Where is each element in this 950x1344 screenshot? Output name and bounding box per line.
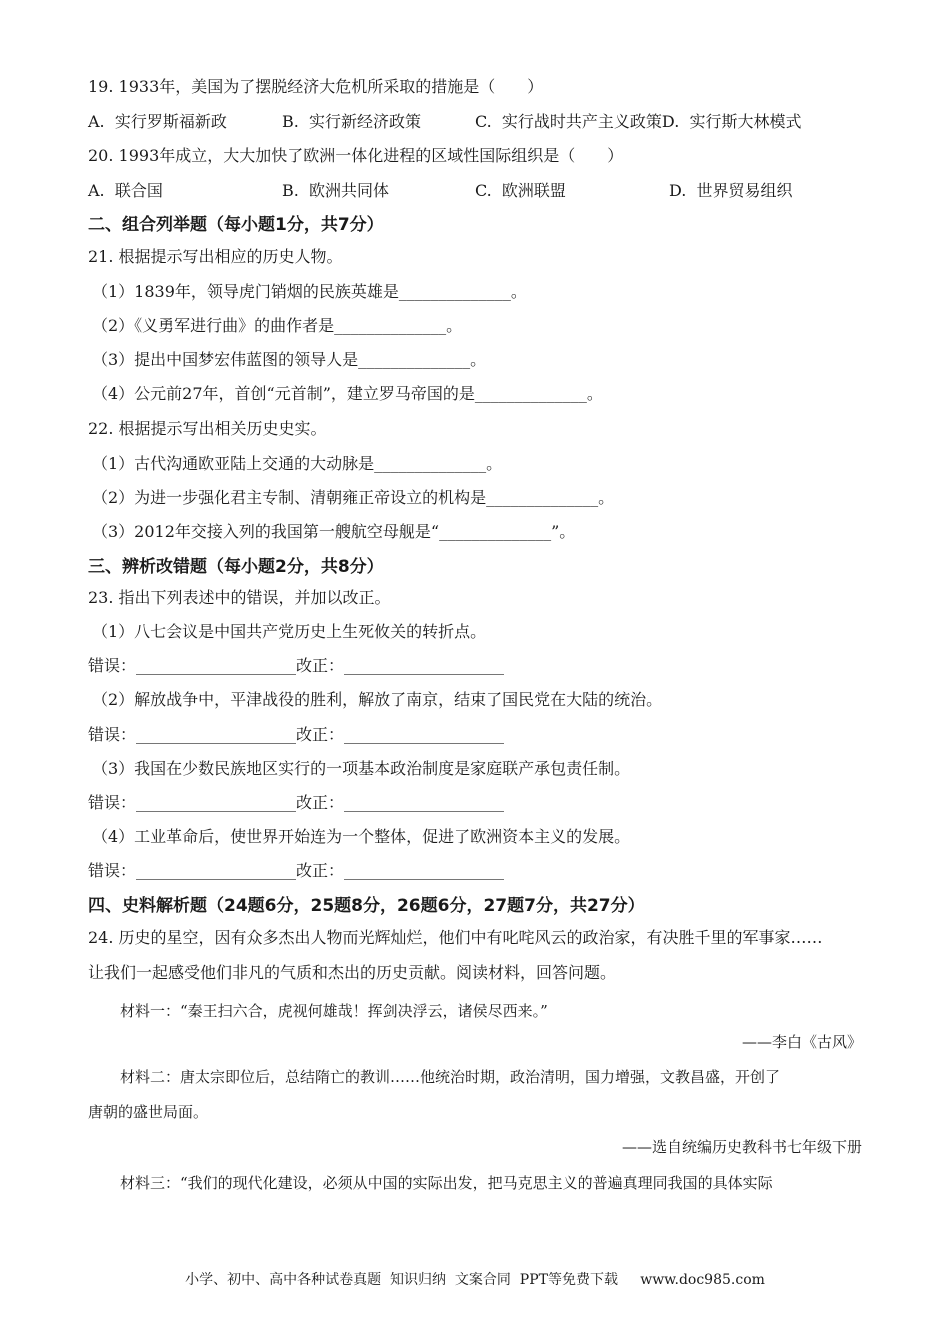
q23-item-4: （4）工业革命后，使世界开始连为一个整体，促进了欧洲资本主义的发展。 [92,827,631,846]
q21-item-3: （3）提出中国梦宏伟蓝图的领导人是______________。 [92,350,487,369]
q20-option-c: C. 欧洲联盟 [475,181,566,200]
q21-stem: 21. 根据提示写出相应的历史人物。 [88,247,343,266]
q23-answer-line-2: 错误：____________________改正：____________________ [88,725,505,744]
q19-option-b: B. 实行新经济政策 [282,112,422,131]
q22-stem: 22. 根据提示写出相关历史史实。 [88,419,327,438]
q20-option-a: A. 联合国 [88,181,163,200]
q24-stem-line-1: 24. 历史的星空，因有众多杰出人物而光辉灿烂，他们中有叱咤风云的政治家，有决胜千里的军事家…… [88,928,823,947]
q24-material-2-line-2: 唐朝的盛世局面。 [88,1103,209,1121]
section-4-title: 四、史料解析题（24题6分，25题8分，26题6分，27题7分，共27分） [88,896,645,916]
q23-stem: 23. 指出下列表述中的错误，并加以改正。 [88,588,391,607]
q24-source-2: ——选自统编历史教科书七年级下册 [621,1138,862,1156]
q23-answer-line-4: 错误：____________________改正：____________________ [88,861,505,880]
q24-material-1: 材料一：“秦王扫六合，虎视何雄哉！挥剑决浮云，诸侯尽西来。” [120,1002,548,1020]
q23-item-1: （1）八七会议是中国共产党历史上生死攸关的转折点。 [92,622,487,641]
page-footer: 小学、初中、高中各种试卷真题 知识归纳 文案合同 PPT等免费下载 www.doc985.com [185,1272,765,1288]
q20-option-d: D. 世界贸易组织 [669,181,793,200]
q21-item-4: （4）公元前27年，首创“元首制”，建立罗马帝国的是______________。 [92,384,603,403]
q19-stem: 19. 1933年，美国为了摆脱经济大危机所采取的措施是（ ） [88,77,544,96]
section-2-title: 二、组合列举题（每小题1分，共7分） [88,215,384,235]
q19-option-c-d: C. 实行战时共产主义政策D. 实行斯大林模式 [475,112,802,131]
q24-stem-line-2: 让我们一起感受他们非凡的气质和杰出的历史贡献。阅读材料，回答问题。 [88,963,617,982]
q19-option-a: A. 实行罗斯福新政 [88,112,227,131]
section-3-title: 三、辨析改错题（每小题2分，共8分） [88,557,384,577]
q23-answer-line-3: 错误：____________________改正：____________________ [88,793,505,812]
q20-option-b: B. 欧洲共同体 [282,181,390,200]
q23-item-3: （3）我国在少数民族地区实行的一项基本政治制度是家庭联产承包责任制。 [92,759,631,778]
q21-item-2: （2）《义勇军进行曲》的曲作者是______________。 [92,316,463,335]
q24-source-1: ——李白《古风》 [741,1033,862,1051]
q21-item-1: （1）1839年，领导虎门销烟的民族英雄是______________。 [92,282,527,301]
q22-item-1: （1）古代沟通欧亚陆上交通的大动脉是______________。 [92,454,503,473]
q24-material-2-line-1: 材料二：唐太宗即位后，总结隋亡的教训……他统治时期，政治清明，国力增强，文教昌盛，开创了 [120,1068,781,1086]
q24-material-3: 材料三：“我们的现代化建设，必须从中国的实际出发，把马克思主义的普遍真理同我国的具体实际 [120,1174,773,1192]
q20-stem: 20. 1993年成立，大大加快了欧洲一体化进程的区域性国际组织是（ ） [88,146,624,165]
q22-item-3: （3）2012年交接入列的我国第一艘航空母舰是“______________”。 [92,522,576,541]
q23-item-2: （2）解放战争中，平津战役的胜利，解放了南京，结束了国民党在大陆的统治。 [92,690,663,709]
q23-answer-line-1: 错误：____________________改正：____________________ [88,656,505,675]
q22-item-2: （2）为进一步强化君主专制、清朝雍正帝设立的机构是______________。 [92,488,615,507]
